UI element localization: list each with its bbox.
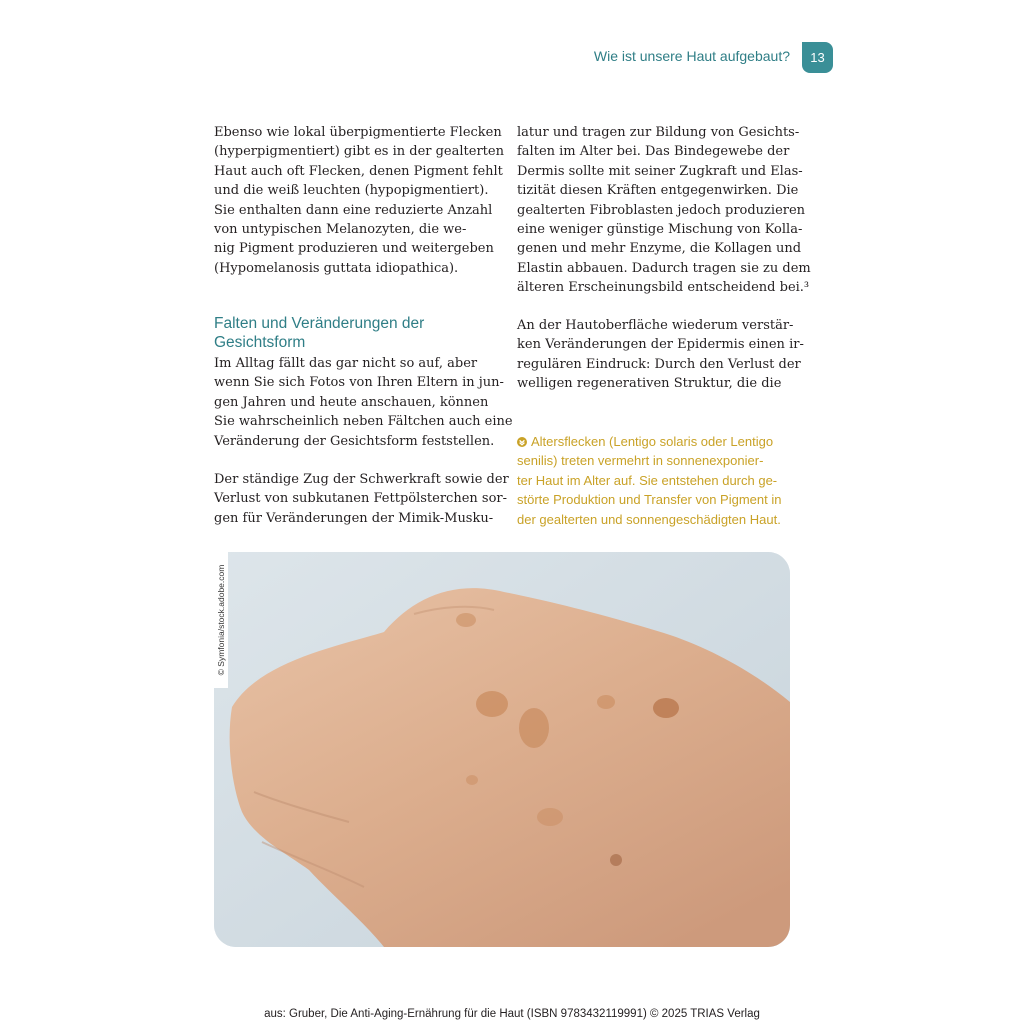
text-line: Ebenso wie lokal überpigmentierte Flecken: [214, 125, 502, 140]
subheading-line: Falten und Veränderungen der: [214, 315, 425, 332]
callout-text: Altersflecken (Lentigo solaris oder Lentigo: [531, 434, 774, 449]
hand-illustration: [214, 552, 790, 947]
subheading-line: Gesichtsform: [214, 334, 306, 351]
text-line: von untypischen Melanozyten, die we-: [214, 222, 467, 238]
text-line: Haut auch oft Flecken, denen Pigment fehlt: [214, 163, 503, 179]
right-paragraph-2: [517, 316, 804, 394]
callout-line: [517, 432, 781, 451]
footer-source-line: aus: Gruber, Die Anti-Aging-Ernährung für die Haut (ISBN 9783432119991) © 2025 TRIAS Verlag: [264, 1008, 760, 1020]
text-line: und die weiß leuchten (hypopigmentiert).: [214, 183, 489, 199]
text-line: (hyperpigmentiert) gibt es in der gealterten: [214, 144, 504, 160]
callout-line: ter Haut im Alter auf. Sie entstehen durch ge-: [517, 472, 778, 488]
text-line: Veränderung der Gesichtsform feststellen.: [214, 433, 495, 449]
text-line: wenn Sie sich Fotos von Ihren Eltern in jun-: [214, 375, 504, 391]
text-line: ken Veränderungen der Epidermis einen ir-: [517, 337, 804, 353]
text-line: Dermis sollte mit seiner Zugkraft und Elas-: [517, 163, 803, 179]
text-line: (Hypomelanosis guttata idiopathica).: [214, 260, 459, 276]
right-paragraph-1: [517, 123, 811, 298]
text-line: Sie wahrscheinlich neben Fältchen auch eine: [214, 414, 513, 430]
text-line: tizität diesen Kräften entgegenwirken. Die: [517, 183, 799, 199]
text-line: Elastin abbauen. Dadurch tragen sie zu dem: [517, 260, 811, 276]
text-line: genen und mehr Enzyme, die Kollagen und: [517, 241, 802, 257]
chapter-title: Wie ist unsere Haut aufgebaut?: [593, 48, 790, 64]
callout-line: der gealterten und sonnengeschädigten Haut.: [517, 511, 781, 527]
left-paragraph-1: [214, 123, 504, 278]
text-line: Im Alltag fällt das gar nicht so auf, aber: [214, 356, 478, 371]
text-line: regulären Eindruck: Durch den Verlust der: [517, 356, 801, 372]
page-number-badge: 13: [802, 42, 833, 73]
callout-line: störte Produktion und Transfer von Pigment in: [517, 492, 782, 508]
altersflecken-callout: [517, 432, 781, 529]
text-line: älteren Erscheinungsbild entscheidend bei.³: [517, 280, 810, 296]
callout-line: senilis) treten vermehrt in sonnenexponier-: [517, 453, 764, 469]
text-line: Der ständige Zug der Schwerkraft sowie der: [214, 472, 509, 487]
section-subheading: [214, 314, 424, 352]
hand-age-spots-photo: [214, 552, 790, 947]
text-line: gealterten Fibroblasten jedoch produzieren: [517, 202, 806, 218]
text-line: An der Hautoberfläche wiederum verstär-: [517, 318, 794, 333]
text-line: latur und tragen zur Bildung von Gesichts-: [517, 125, 800, 140]
chevron-down-icon: [517, 437, 527, 447]
photo-credit: © Symfonia/stock.adobe.com: [216, 564, 226, 676]
text-line: falten im Alter bei. Das Bindegewebe der: [517, 144, 790, 160]
left-paragraph-2: [214, 354, 513, 451]
left-paragraph-3: [214, 470, 509, 528]
text-line: welligen regenerativen Struktur, die die: [517, 376, 782, 392]
text-line: Sie enthalten dann eine reduzierte Anzahl: [214, 202, 493, 218]
text-line: nig Pigment produzieren und weitergeben: [214, 241, 494, 257]
text-line: eine weniger günstige Mischung von Kolla-: [517, 222, 803, 238]
text-line: gen für Veränderungen der Mimik-Musku-: [214, 510, 494, 526]
text-line: gen Jahren und heute anschauen, können: [214, 394, 489, 410]
text-line: Verlust von subkutanen Fettpölsterchen sor-: [214, 491, 508, 507]
